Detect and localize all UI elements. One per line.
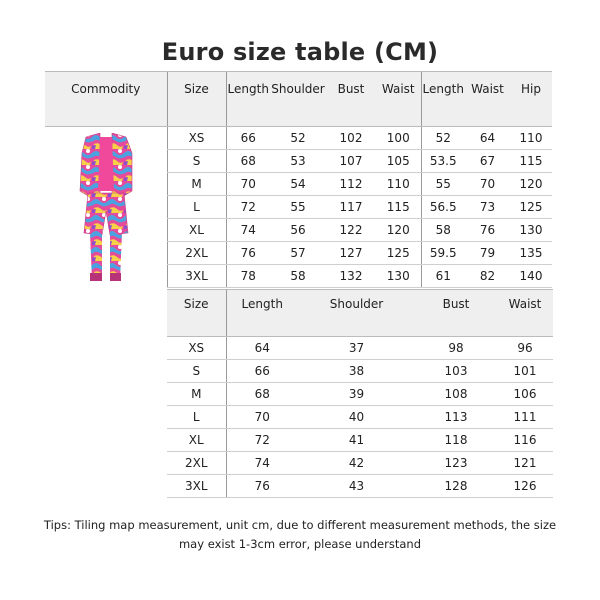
cell-bust: 112 [326, 173, 376, 196]
cell-pants-length: 58 [421, 219, 465, 242]
cell-pants-length: 56.5 [421, 196, 465, 219]
cell-length: 64 [226, 337, 298, 360]
cell-length: 72 [226, 429, 298, 452]
cell-pants-waist: 76 [465, 219, 510, 242]
cell-length: 74 [226, 219, 270, 242]
cell-shoulder: 37 [298, 337, 415, 360]
cell-bust: 122 [326, 219, 376, 242]
cell-size: M [167, 173, 226, 196]
cell-bust: 118 [415, 429, 497, 452]
cell-hip: 115 [510, 150, 552, 173]
table-row [167, 337, 553, 360]
tips-note [30, 516, 570, 554]
cell-bust: 127 [326, 242, 376, 265]
header-pants-length: Length [421, 72, 465, 127]
table-row [167, 452, 553, 475]
header-size: Size [167, 72, 226, 127]
cell-shoulder: 58 [270, 265, 326, 288]
cell-shoulder: 39 [298, 383, 415, 406]
header-shoulder: Shoulder [298, 290, 415, 337]
cell-hip: 125 [510, 196, 552, 219]
cell-size: 2XL [167, 452, 226, 475]
table-row [167, 406, 553, 429]
cell-shoulder: 53 [270, 150, 326, 173]
cell-pants-waist: 82 [465, 265, 510, 288]
cell-bust: 128 [415, 475, 497, 498]
cell-waist: 111 [497, 406, 553, 429]
cell-pants-waist: 73 [465, 196, 510, 219]
header-waist: Waist [497, 290, 553, 337]
cell-size: 3XL [167, 265, 226, 288]
outfit-image [76, 133, 136, 283]
cell-size: XS [167, 337, 226, 360]
cell-hip: 130 [510, 219, 552, 242]
header-size: Size [167, 290, 226, 337]
cell-pants-length: 53.5 [421, 150, 465, 173]
header-length: Length [226, 290, 298, 337]
cell-shoulder: 54 [270, 173, 326, 196]
table-row [167, 383, 553, 406]
cell-size: XL [167, 219, 226, 242]
tips-line-1: Tips: Tiling map measurement, unit cm, due to different measurement methods, the size [43, 518, 557, 532]
table-header-row [45, 72, 552, 127]
cell-length: 76 [226, 475, 298, 498]
cell-length: 72 [226, 196, 270, 219]
cell-shoulder: 41 [298, 429, 415, 452]
cell-bust: 108 [415, 383, 497, 406]
cell-bust: 117 [326, 196, 376, 219]
cell-hip: 135 [510, 242, 552, 265]
header-commodity: Commodity [45, 72, 167, 127]
cell-bust: 113 [415, 406, 497, 429]
table-row [167, 360, 553, 383]
cell-hip: 120 [510, 173, 552, 196]
cell-shoulder: 52 [270, 127, 326, 150]
cell-bust: 132 [326, 265, 376, 288]
cell-size: 2XL [167, 242, 226, 265]
cell-shoulder: 38 [298, 360, 415, 383]
header-length: Length [226, 72, 270, 127]
cell-waist: 105 [376, 150, 421, 173]
header-bust: Bust [415, 290, 497, 337]
table-header-row [167, 290, 553, 337]
cell-length: 74 [226, 452, 298, 475]
cell-waist: 121 [497, 452, 553, 475]
cell-waist: 130 [376, 265, 421, 288]
table-row [45, 127, 552, 150]
cell-waist: 96 [497, 337, 553, 360]
cell-hip: 110 [510, 127, 552, 150]
page-title: Euro size table (CM) [161, 38, 439, 66]
cell-length: 70 [226, 173, 270, 196]
product-image-cell [45, 127, 167, 288]
cell-shoulder: 57 [270, 242, 326, 265]
cell-waist: 125 [376, 242, 421, 265]
cell-shoulder: 56 [270, 219, 326, 242]
header-pants-waist: Waist [465, 72, 510, 127]
cell-bust: 102 [326, 127, 376, 150]
cell-waist: 115 [376, 196, 421, 219]
cell-pants-waist: 67 [465, 150, 510, 173]
cell-waist: 100 [376, 127, 421, 150]
size-table-top [45, 71, 552, 288]
header-shoulder: Shoulder [270, 72, 326, 127]
cell-pants-waist: 64 [465, 127, 510, 150]
cell-pants-length: 59.5 [421, 242, 465, 265]
cell-size: S [167, 150, 226, 173]
cell-size: L [167, 406, 226, 429]
cell-size: XS [167, 127, 226, 150]
table-row [167, 475, 553, 498]
cell-waist: 101 [497, 360, 553, 383]
cell-pants-length: 55 [421, 173, 465, 196]
table-row [167, 429, 553, 452]
cell-bust: 107 [326, 150, 376, 173]
cell-shoulder: 42 [298, 452, 415, 475]
cell-size: XL [167, 429, 226, 452]
header-bust: Bust [326, 72, 376, 127]
cell-length: 76 [226, 242, 270, 265]
cell-size: L [167, 196, 226, 219]
cell-length: 78 [226, 265, 270, 288]
cell-length: 66 [226, 360, 298, 383]
header-hip: Hip [510, 72, 552, 127]
cell-size: 3XL [167, 475, 226, 498]
cell-waist: 106 [497, 383, 553, 406]
cell-pants-length: 61 [421, 265, 465, 288]
cell-length: 66 [226, 127, 270, 150]
cell-shoulder: 43 [298, 475, 415, 498]
cell-size: M [167, 383, 226, 406]
cell-waist: 120 [376, 219, 421, 242]
cell-shoulder: 55 [270, 196, 326, 219]
cell-waist: 126 [497, 475, 553, 498]
cell-bust: 103 [415, 360, 497, 383]
cell-bust: 123 [415, 452, 497, 475]
cell-length: 70 [226, 406, 298, 429]
cell-length: 68 [226, 150, 270, 173]
cell-hip: 140 [510, 265, 552, 288]
cell-pants-length: 52 [421, 127, 465, 150]
header-waist: Waist [376, 72, 421, 127]
tips-line-2: may exist 1-3cm error, please understand [178, 537, 421, 551]
cell-waist: 110 [376, 173, 421, 196]
cell-size: S [167, 360, 226, 383]
cell-shoulder: 40 [298, 406, 415, 429]
cell-waist: 116 [497, 429, 553, 452]
cell-bust: 98 [415, 337, 497, 360]
cell-length: 68 [226, 383, 298, 406]
cell-pants-waist: 79 [465, 242, 510, 265]
size-table-bottom [167, 289, 553, 498]
cell-pants-waist: 70 [465, 173, 510, 196]
